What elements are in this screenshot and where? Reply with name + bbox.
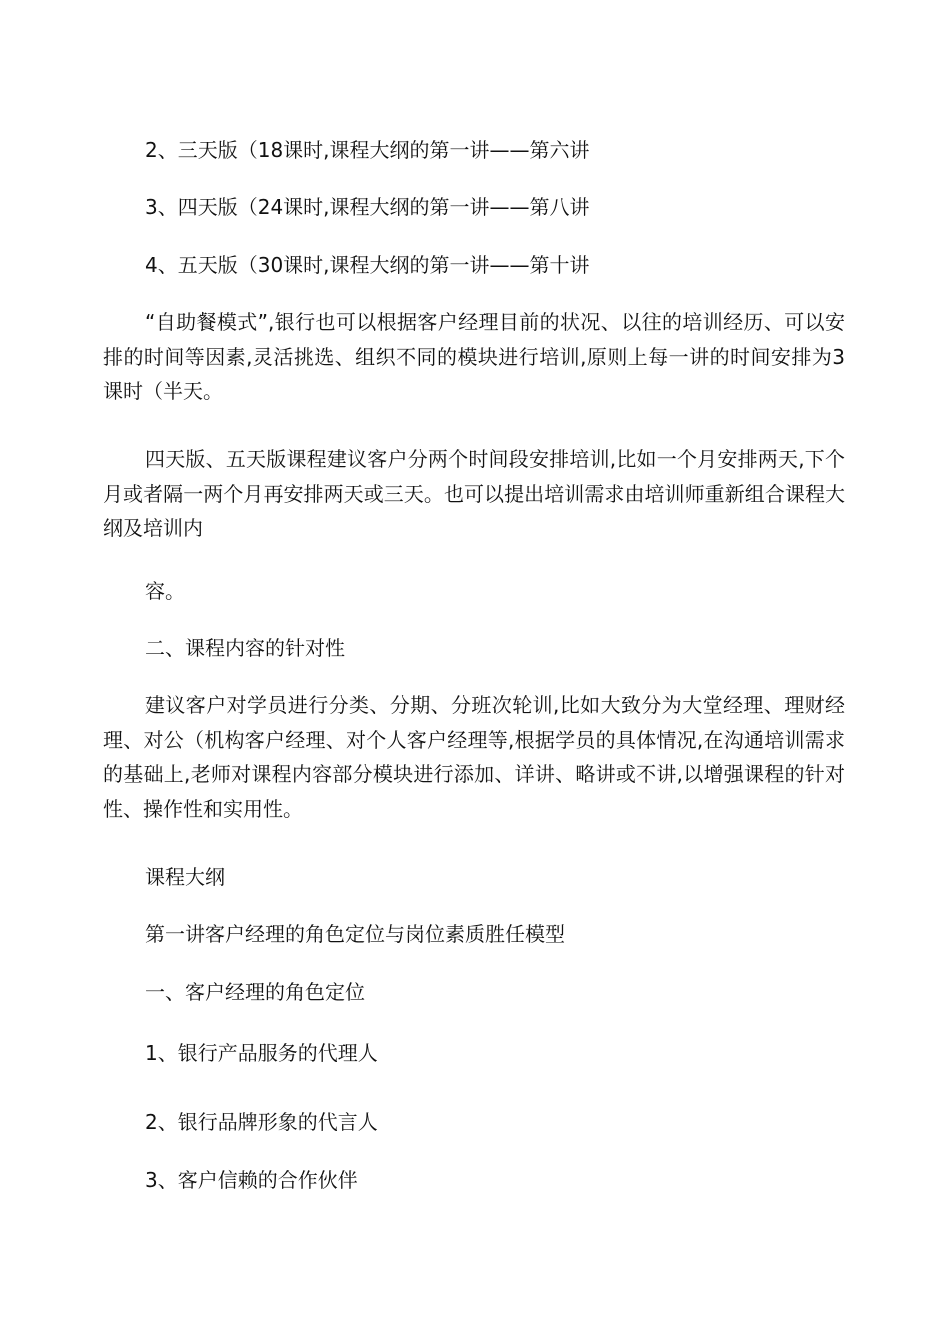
edition-item-four-day: 3、四天版（24课时,课程大纲的第一讲——第八讲 <box>145 195 590 219</box>
role-item: 2、银行品牌形象的代言人 <box>145 1110 378 1134</box>
role-positioning-heading: 一、客户经理的角色定位 <box>145 980 365 1004</box>
edition-item-three-day: 2、三天版（18课时,课程大纲的第一讲——第六讲 <box>145 138 590 162</box>
buffet-mode-paragraph: “自助餐模式”,银行也可以根据客户经理目前的状况、以往的培训经历、可以安排的时间等因素,灵活挑选、组织不同的模块进行培训,原则上每一讲的时间安排为3课时（半天。 <box>103 310 845 403</box>
edition-item-five-day: 4、五天版（30课时,课程大纲的第一讲——第十讲 <box>145 253 590 277</box>
course-outline-heading: 课程大纲 <box>145 865 225 889</box>
schedule-paragraph-continuation: 容。 <box>145 579 185 603</box>
lecture-one-title: 第一讲客户经理的角色定位与岗位素质胜任模型 <box>145 922 565 946</box>
role-item: 1、银行产品服务的代理人 <box>145 1041 378 1065</box>
schedule-paragraph: 四天版、五天版课程建议客户分两个时间段安排培训,比如一个月安排两天,下个月或者隔一两个月再安排两天或三天。也可以提出培训需求由培训师重新组合课程大纲及培训内 <box>103 447 845 540</box>
targeting-paragraph: 建议客户对学员进行分类、分期、分班次轮训,比如大致分为大堂经理、理财经理、对公（机构客户经理、对个人客户经理等,根据学员的具体情况,在沟通培训需求的基础上,老师对课程内容部分模块进行添加、详讲、略讲或不讲,以增强课程的针对性、操作性和实用性。 <box>103 693 845 821</box>
section-two-heading: 二、课程内容的针对性 <box>145 636 345 660</box>
role-item: 3、客户信赖的合作伙伴 <box>145 1168 358 1192</box>
